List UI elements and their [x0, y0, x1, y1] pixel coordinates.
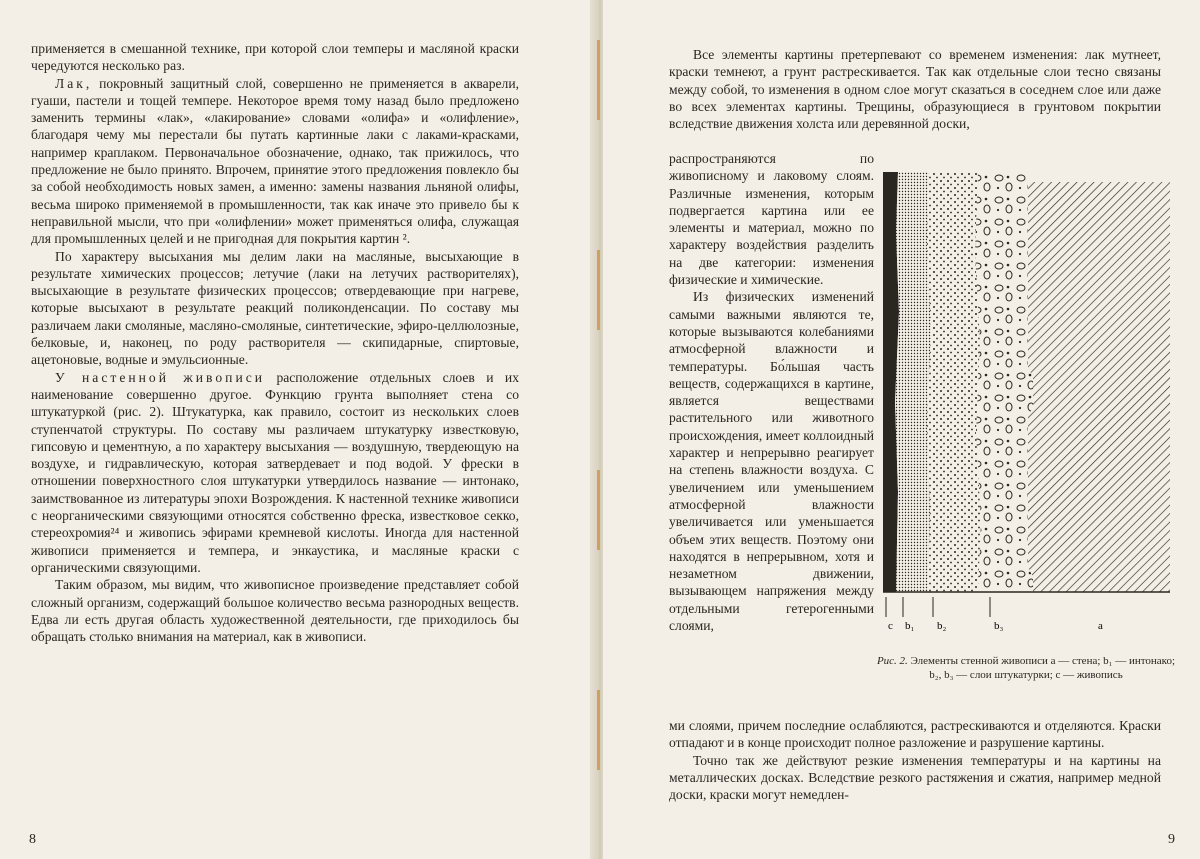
figure-label: a: [1098, 620, 1103, 632]
figure-label: b₁: [905, 620, 915, 632]
left-page-text: [31, 40, 519, 645]
page-number: 8: [29, 832, 36, 847]
paragraph: ми слоями, причем последние ослабляются, растрескиваются и отделяются. Краски отпадают и в конце происходит полное разложение и разрушение картины.: [669, 718, 1161, 751]
paragraph: Таким образом, мы видим, что живописное произведение представляет собой сложный организм, содержащий большое количество весьма разнородных веществ. Едва ли есть другая область художественной деятельности, где приходилось бы обращать столько внимания на материал, как в живописи.: [31, 577, 519, 645]
paragraph-lead: У настенной живописи: [55, 369, 266, 385]
wall-layers-figure: [883, 172, 1170, 644]
paragraph: распространяются по живописному и лаковому слоям. Различные изменения, которым подвергается картина или ее элементы и материал, можно по характеру воздействия разделить на две категории: изменения физические и химические.: [669, 151, 874, 288]
paragraph: Из физических изменений самыми важными являются те, которые вызываются колебаниями атмосферной влажности и температуры. Бо́льшая часть веществ, содержащихся в картине, является веществами растительного или животного происхождения, имеет коллоидный характер и непрерывно реагирует на степень влажности воздуха. С увеличением или уменьшением атмосферной влажности увеличивается или уменьшается объем этих веществ. Поэтому они находятся в непрерывном, хотя и незаметном движении, вызывающем напряжения между отдельными гетерогенными слоями,: [669, 289, 874, 634]
paragraph: [31, 75, 519, 248]
paragraph: [31, 40, 519, 75]
figure-caption: [876, 654, 1176, 682]
intonaco-layer-b1: [895, 172, 931, 592]
left-page: [0, 0, 597, 859]
figure-label: b₃: [994, 620, 1004, 632]
wall-layer-a: [1028, 182, 1170, 592]
right-page-top-text: [669, 46, 1161, 132]
paragraph-lead: Лак,: [55, 75, 93, 91]
paragraph-text: применяется в смешанной технике, при которой слои темперы и масляной краски чередуются несколько раз.: [31, 41, 519, 74]
binding-stitch: [597, 690, 600, 770]
paragraph: Все элементы картины претерпевают со временем изменения: лак мутнеет, краски темнеют, а грунт растрескивается. Так как отдельные слои тесно связаны между собой, то изменения в одном слое могут сказаться в соседнем слое или даже во всех элементах картины. Трещины, образующиеся в грунтовом покрытии вследствие движения холста или деревянной доски,: [669, 47, 1161, 132]
plaster-layer-b3: [975, 172, 1033, 592]
paragraph: По характеру высыхания мы делим лаки на масляные, высыхающие в результате химических процессов; летучие (лаки на летучих растворителях), высыхающие в результате физических процессов; отвердевающие при нагреве, которые высыхают в результате реакций поликонденсации. По составу мы различаем лаки смоляные, масляно-смоляные, синтетические, эфиро-целлюлозные, белковые, и, наконец, по роду растворителя — скипидарные, спиртовые, ацетоновые, водные и эмульсионные.: [31, 248, 519, 368]
page-number: 9: [1168, 832, 1175, 847]
paragraph: [31, 369, 519, 577]
figure-label: c: [888, 620, 893, 632]
figure-label: b₂: [937, 620, 947, 632]
figure-diagram: [883, 172, 1170, 632]
paragraph-text: расположение отдельных слоев и их наименование совершенно другое. Функцию грунта выполняет стена со штукатуркой (рис. 2). Штукатурка, как правило, состоит из нескольких слоев ступенчатой структуры. По составу мы различаем штукатурку известковую, гипсовую и цементную, а по характеру высыхания — воздушную, твердеющую на воздухе, и гидравлическую, которая затвердевает и под водой. У фрески в отношении поверхностного слоя штукатурки утвердилось название — интонако, заимствованное из литературы эпохи Возрождения. К настенной технике живописи с неорганическими связующими относятся собственно фреска, известковое секко, стереохромия²⁴ и живопись эфирами кремневой кислоты. Иногда для настенной живописи применяется и темпера, и энкаустика, и масляные краски с органическими связующими.: [31, 369, 519, 575]
paragraph-text: покровный защитный слой, совершенно не применяется в акварели, гуаши, пастели и тощей темпере. Некоторое время тому назад было предложено заменить термины «лак», «лакирование» словами «олифа» и «олифление», благодаря чему мы перестали бы путать картинные лаки с лаками-красками, например краплаком. Первоначальное обозначение, однако, так прижилось, что предложение не было принято. Впрочем, принятие этого предложения повлекло бы за собой необходимость новых замен, а именно: замены названия льняной олифы, весьма широко применяемой в промышленности, так как иначе это привело бы к неправильной мысли, что при «олифлении» может применяться олифа, служащая для промышленных целей и не пригодная для покрытия картин ².: [31, 75, 519, 247]
binding-stitch: [597, 470, 600, 550]
right-page-column-text: [669, 150, 874, 634]
binding-stitch: [597, 40, 600, 120]
plaster-layer-b2: [927, 172, 981, 592]
right-page-bottom-text: [669, 717, 1161, 803]
caption-text: Элементы стенной живописи а — стена; b₁ — интонако; b₂, b₃ — слои штукатурки; с — живопись: [910, 655, 1176, 681]
binding-stitch: [597, 250, 600, 330]
paragraph: Точно так же действуют резкие изменения температуры и на картины на металлических досках. Вследствие резкого растяжения и сжатия, например медной доски, краски могут немедлен-: [669, 752, 1161, 803]
caption-title: Рис. 2.: [876, 655, 908, 667]
